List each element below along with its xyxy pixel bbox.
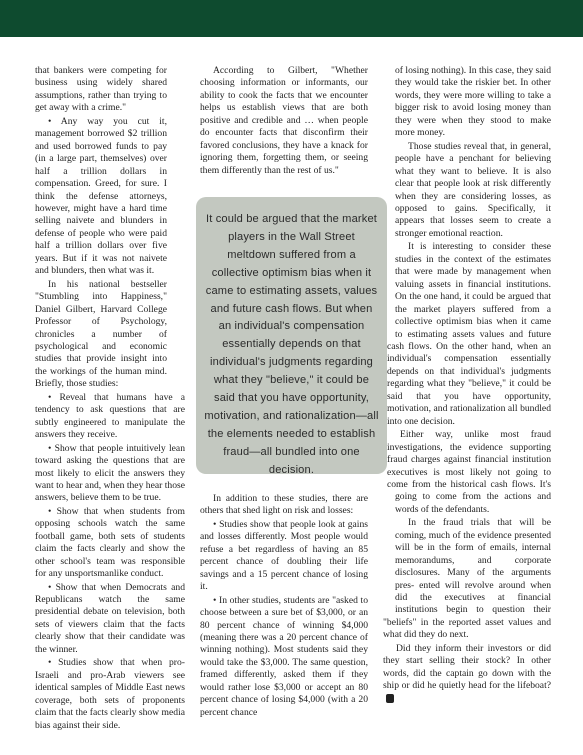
article-column-middle-lower: [200, 493, 368, 720]
pull-quote: [196, 197, 387, 474]
paragraph: • Studies show that when pro-Israeli and pro-Arab viewers see identical samples of Middle East news coverage, both sets of proponents claim that the facts clearly show media bias against their side.: [35, 657, 185, 731]
paragraph: • In other studies, students are "asked to choose between a sure bet of $3,000, or an 80 percent chance of winning $4,000 (meaning there was a 20 percent chance of winning nothing). Most students said they would take the $3,000. The same question, framed differently, asked them if they would rather lose $3,000 or accept an 80 percent chance of losing $4,000 (with a 20 percent chance: [200, 594, 368, 718]
paragraph: of losing nothing). In this case, they said they would take the riskier bet. In other words, they were more willing to take a bigger risk to avoid losing money than they were when they stood to make more money.: [395, 65, 551, 139]
paragraph: Either way, unlike most fraud investigations, the evidence supporting fraud charges against financial institution executives is most likely not going to come from the historical cash flows. It's going to come from the actions and words of the defendants.: [387, 429, 551, 515]
paragraph: • Any way you cut it, management borrowed $2 trillion and used borrowed funds to pay (in a large part, themselves) over half a trillion dollars in compensation. Greed, for sure. I think the defense attorneys, however, might have a hard time selling naivete and blunders in defense of people who were paid half a trillion dollars over five years. But if it was not naivete and blunders, then what was it.: [35, 115, 167, 277]
pull-quote-text: It could be argued that the market players in the Wall Street meltdown suffered from a collective optimism bias when it came to estimating assets, values and future cash flows. But when an individual's compensation essentially depends on that individual's judgments regarding what they "believe," it could be said that you have opportunity, motivation, and rationalization—all the elements needed to establish fraud—all bundled into one decision.: [204, 213, 379, 476]
paragraph: • Show that people intuitively lean toward asking the questions that are most likely to elicit the answers they want to hear and, when they hear those answers, believe them to be true.: [35, 442, 185, 504]
paragraph: In the fraud trials that will be coming, much of the evidence presented will be in the form of emails, internal memorandums, and corporate disclosures. Many of the arguments pres- ented will revolve around when did the executives at financial institutions begin to question their "beliefs" in the reported asset values and what did they do next.: [383, 517, 551, 641]
paragraph: In his national bestseller "Stumbling into Happiness," Daniel Gilbert, Harvard College Professor of Psychology, chronicles a number of psychological and economic studies that provide insight into the workings of the human mind. Briefly, those studies:: [35, 278, 167, 390]
paragraph: • Reveal that humans have a tendency to ask questions that are subtly engineered to manipulate the answers they receive.: [35, 391, 185, 441]
paragraph: In addition to these studies, there are others that shed light on risk and losses:: [200, 493, 368, 517]
paragraph: It is interesting to consider these studies in the context of the estimates that were made by management when valuing assets in financial institutions. On the one hand, it could be argued that the market players suffered from a collective optimism bias when it came to estimating assets values and future cash flows. On the other hand, when an individual's compensation essentially depends on that individual's judgments regarding what they "believe," it could be said that you have opportunity, motivation, and rationalization all bundled into one decision.: [387, 241, 551, 427]
paragraph: that bankers were competing for business using widely shared assumptions, rather than trying to get away with a crime.": [35, 65, 167, 114]
paragraph: • Studies show that people look at gains and losses differently. Most people would refuse a bet regardless of having an 85 percent chance of doubling their life savings and a 15 percent chance of losing it.: [200, 518, 368, 593]
article-column-right: [383, 65, 551, 706]
paragraph: Those studies reveal that, in general, people have a penchant for believing what they want to believe. It is also clear that people look at risk differently when they are considering losses, as opposed to gains. Specifically, it appears that losses seem to create a stronger emotional reaction.: [395, 140, 551, 239]
paragraph: • Show that when Democrats and Republicans watch the same presidential debate on television, both sets of viewers claim that the facts clearly show that their candidate was the winner.: [35, 581, 185, 655]
paragraph: Did they inform their investors or did they start selling their stock? In other words, did the captain go down with the ship or did he quietly head for the lifeboat?: [383, 642, 551, 692]
paragraph: According to Gilbert, "Whether choosing information or informants, our ability to cook the facts that we encounter helps us establish views that are both positive and credible and … when people do encounter facts that disconfirm their favored conclusions, they have a knack for ignoring them, forgetting them, or seeing them differently than the rest of us.": [200, 65, 368, 176]
end-of-article-icon: [386, 694, 394, 703]
paragraph: • Show that when students from opposing schools watch the same football game, both sets of students claim the facts clearly and show the other school's team was responsible for any unsportsmanlike conduct.: [35, 505, 185, 580]
article-column-left: [35, 65, 185, 733]
header-bar: [0, 0, 583, 37]
